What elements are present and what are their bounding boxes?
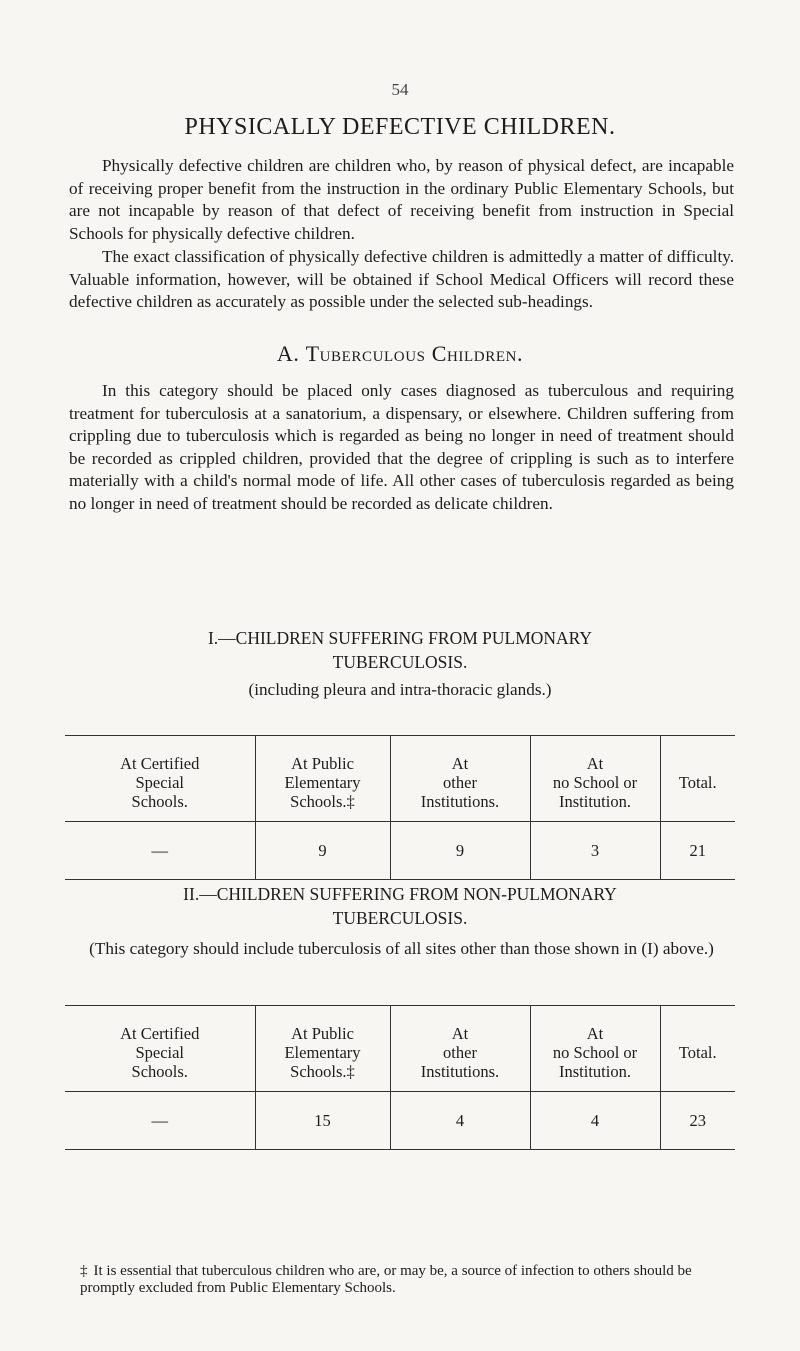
table1-header-other: At other Institutions. bbox=[390, 736, 530, 822]
footnote-text: It is essential that tuberculous children who are, or may be, a source of infection to others should be promptly excluded from Public Elementary Schools. bbox=[80, 1263, 692, 1296]
table1-header-public: At Public Elementary Schools.‡ bbox=[255, 736, 390, 822]
intro-paragraph: Physically defective children are children who, by reason of physical defect, are incapable of receiving proper benefit from the instruction in the ordinary Public Elementary Schools, but are not incapable by reason of that defect of receiving benefit from instruction in Special Schools for physically defective children. bbox=[69, 156, 734, 243]
table2-title-line1: II.—CHILDREN SUFFERING FROM NON-PULMONARY bbox=[183, 884, 617, 904]
table2-header-row bbox=[65, 1006, 735, 1092]
pulmonary-table bbox=[65, 735, 735, 880]
tuberculous-paragraph: In this category should be placed only cases diagnosed as tuberculous and requiring treatment for tuberculosis at a sanatorium, a dispensary, or elsewhere. Children suffering from crippling due to tuberculosis which is regarded as being no longer in need of treatment should be recorded as crippled children, provided that the degree of crippling is such as to interfere materially with a child's normal mode of life. All other cases of tuberculosis regarded as being no longer in need of treatment should be recorded as delicate children. bbox=[69, 381, 734, 513]
table2-cell-none: 4 bbox=[530, 1092, 660, 1150]
page-number: 54 bbox=[391, 80, 409, 99]
section-heading-a bbox=[0, 341, 800, 367]
table2-cell-other: 4 bbox=[390, 1092, 530, 1150]
table1-note: (including pleura and intra-thoracic glands.) bbox=[248, 680, 552, 699]
table1-cell-certified: — bbox=[65, 822, 255, 880]
table-row bbox=[65, 1092, 735, 1150]
table2-title bbox=[0, 882, 800, 930]
section-letter: A. bbox=[276, 341, 300, 366]
classification-paragraph: The exact classification of physically defective children is admittedly a matter of difficulty. Valuable information, however, will be obtained if School Medical Officers will record these defective children as accurately as possible under the selected sub-headings. bbox=[69, 247, 734, 311]
table1-title-line2: TUBERCULOSIS. bbox=[332, 652, 468, 672]
table2-header-total: Total. bbox=[660, 1006, 735, 1092]
table1-header-none: At no School or Institution. bbox=[530, 736, 660, 822]
table1-cell-none: 3 bbox=[530, 822, 660, 880]
table-row bbox=[65, 822, 735, 880]
table1-header-row bbox=[65, 736, 735, 822]
table2-header-none: At no School or Institution. bbox=[530, 1006, 660, 1092]
table1-cell-total: 21 bbox=[660, 822, 735, 880]
table2-note: (This category should include tuberculosis of all sites other than those shown in (I) above.) bbox=[89, 939, 714, 958]
table2-header-certified: At Certified Special Schools. bbox=[65, 1006, 255, 1092]
table2-header-public: At Public Elementary Schools.‡ bbox=[255, 1006, 390, 1092]
table2-cell-certified: — bbox=[65, 1092, 255, 1150]
table1-cell-other: 9 bbox=[390, 822, 530, 880]
table2-cell-public: 15 bbox=[255, 1092, 390, 1150]
table1-title bbox=[0, 626, 800, 674]
non-pulmonary-table bbox=[65, 1005, 735, 1150]
table2-title-line2: TUBERCULOSIS. bbox=[332, 908, 468, 928]
table1-cell-public: 9 bbox=[255, 822, 390, 880]
footnote bbox=[80, 1263, 740, 1297]
section-title: Tuberculous Children. bbox=[305, 341, 524, 366]
table2-header-other: At other Institutions. bbox=[390, 1006, 530, 1092]
table2-cell-total: 23 bbox=[660, 1092, 735, 1150]
page-title: PHYSICALLY DEFECTIVE CHILDREN. bbox=[184, 114, 616, 140]
table1-header-total: Total. bbox=[660, 736, 735, 822]
footnote-mark: ‡ bbox=[80, 1263, 88, 1279]
table1-header-certified: At Certified Special Schools. bbox=[65, 736, 255, 822]
table1-title-line1: I.—CHILDREN SUFFERING FROM PULMONARY bbox=[207, 628, 593, 648]
